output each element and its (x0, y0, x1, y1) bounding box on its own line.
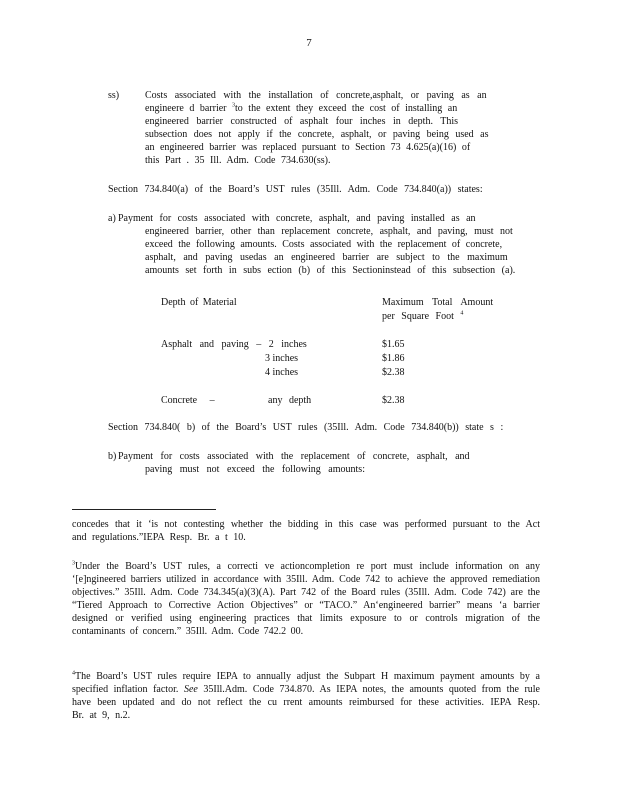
footnote-4 (72, 670, 540, 722)
table-row-material: 3 inches (265, 353, 299, 364)
item-ss-line-3: engineered barrier constructed of asphalt four inches in depth. This (145, 116, 459, 127)
item-ss-line-2-cont: to the extent they exceed the cost of installing an (235, 103, 458, 114)
item-ss-line-2: engineere d barrier $^3$to the extent they exceed the cost of installing an (145, 102, 458, 114)
table-header-amount-1: Maximum Total Amount (382, 297, 494, 308)
table-row-material: Asphalt and paving – 2 inches (161, 339, 307, 350)
footnote-ref-4: 4 (460, 310, 464, 317)
table-row-material: 4 inches (265, 367, 299, 378)
table-row-material: Concrete – (161, 395, 215, 406)
para-a-line-1: Payment for costs associated with concrete, asphalt, and paving installed as an (118, 213, 476, 224)
footnote-continued: concedes that it ‘is not contesting whether the bidding in this case was performed pursuant to the Act and regulations.”IEPA Resp. Br. a t 10. (72, 519, 540, 543)
footnote-ref-3: 3 (232, 102, 236, 109)
item-ss-line-6: this Part . 35 Ill. Adm. Code 734.630(ss). (145, 155, 331, 166)
table-row-amount: $2.38 (382, 395, 405, 406)
table-header-depth: Depth of Material (161, 297, 237, 308)
footnote-4-text-2: 35Ill.Adm. Code 734.870. As IEPA notes, the amounts quoted from the rule have been updated and do not reflect the cu rrent amounts reimbursed for these activities. IEPA Resp. Br. at 9, n.2. (72, 684, 540, 721)
table-row-depth: any depth (268, 395, 312, 406)
table-row-amount: $1.65 (382, 339, 405, 350)
para-a-label: a) (108, 213, 116, 224)
item-ss-line-5: an engineered barrier was replaced pursuant to Section 73 4.625(a)(16) of (145, 142, 471, 153)
section-b-intro: Section 734.840( b) of the Board’s UST rules (35Ill. Adm. Code 734.840(b)) state s : (108, 422, 504, 433)
table-row-amount: $1.86 (382, 353, 405, 364)
para-a-line-5: amounts set forth in subs ection (b) of this Sectioninstead of this subsection (a). (145, 265, 516, 276)
para-a-line-3: exceed the following amounts. Costs associated with the replacement of concrete, (145, 239, 503, 250)
para-b-label: b) (108, 451, 117, 462)
footnote-3-text: Under the Board’s UST rules, a correcti ve actioncompletion re port must include information on any ‘[e]ngineered barriers utilized in accordance with 35Ill. Adm. Code 742 to achieve the approved remediation objectives.” 35Ill. Adm. Code 734.345(a)(3)(A). Part 742 of the Board rules (35Ill. Adm. Code 742) are the “Tiered Approach to Corrective Action Objectives” or “TACO.” An‘engineered barrier” means ‘a barrier designed or verified using engineering practices that limits exposure to or controls migration of the contaminants of concern.” 35Ill. Adm. Code 742.2 00. (72, 561, 540, 637)
table-header-amount-2: per Square Foot $^4$ (382, 310, 464, 322)
para-a-line-2: engineered barrier, other than replacement concrete, asphalt, and paving, must not (145, 226, 513, 237)
footnote-4-mark: 4 (72, 670, 75, 677)
footnote-3-mark: 3 (72, 560, 75, 567)
footnote-4-see: See (183, 684, 198, 695)
para-b-line-2: paving must not exceed the following amounts: (145, 464, 365, 475)
item-ss-line-4: subsection does not apply if the concrete, asphalt, or paving being used as (145, 129, 489, 140)
section-a-intro: Section 734.840(a) of the Board’s UST rules (35Ill. Adm. Code 734.840(a)) states: (108, 184, 483, 195)
item-ss-line-1: Costs associated with the installation of concrete,asphalt, or paving as an (145, 90, 487, 101)
footnote-4-text-1: The Board’s UST rules require IEPA to annually adjust the Subpart H maximum payment amounts by a specified inflation factor. (72, 671, 540, 695)
para-a-line-4: asphalt, and paving usedas an engineered barrier are subject to the maximum (145, 252, 508, 263)
item-ss-label: ss) (108, 90, 120, 101)
table-row-amount: $2.38 (382, 367, 405, 378)
page-number: 7 (306, 37, 312, 49)
para-b-line-1: Payment for costs associated with the replacement of concrete, asphalt, and (118, 451, 470, 462)
footnote-divider (72, 509, 216, 510)
footnote-3 (72, 560, 540, 638)
